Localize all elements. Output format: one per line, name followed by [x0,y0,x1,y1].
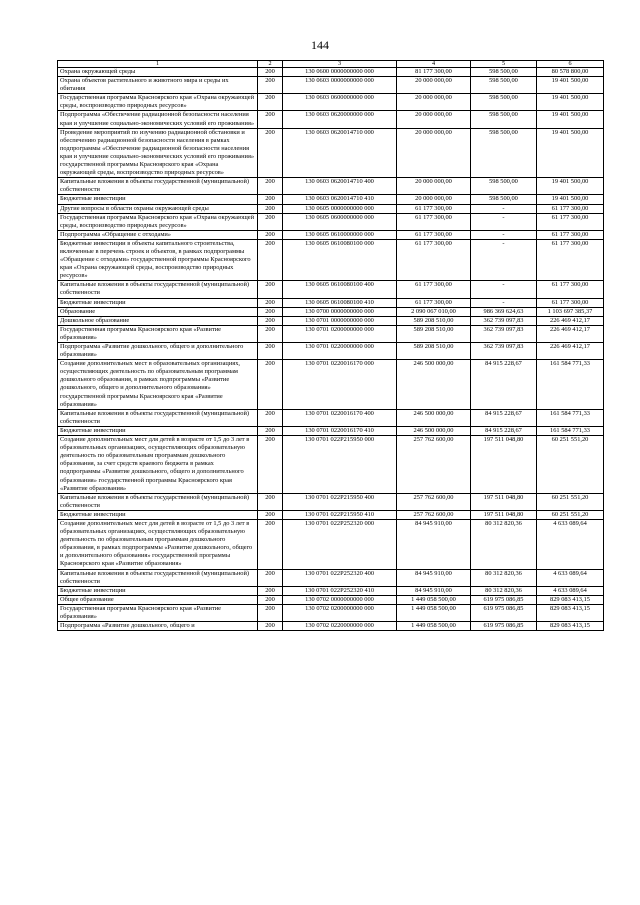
column-header: 6 [537,61,604,68]
row-classification-cell: 130 0701 022P252320 000 [283,519,397,569]
row-code-cell: 200 [258,178,283,195]
row-amount-cell: 246 500 000,00 [397,426,471,435]
row-amount-cell: 61 177 300,00 [537,230,604,239]
table-row [58,128,604,178]
table-row [58,230,604,239]
row-amount-cell: 61 177 300,00 [537,213,604,230]
row-amount-cell: 598 500,00 [471,77,537,94]
row-amount-cell: 61 177 300,00 [537,204,604,213]
row-code-cell: 200 [258,519,283,569]
table-row [58,68,604,77]
row-classification-cell: 130 0701 022P252320 410 [283,586,397,595]
row-code-cell: 200 [258,325,283,342]
row-code-cell: 200 [258,298,283,307]
row-amount-cell: 84 945 910,00 [397,586,471,595]
row-amount-cell: 598 500,00 [471,111,537,128]
row-amount-cell: 61 177 300,00 [397,204,471,213]
row-classification-cell: 130 0605 0610080100 410 [283,298,397,307]
row-amount-cell: 1 449 058 500,00 [397,595,471,604]
row-amount-cell: 1 449 058 500,00 [397,604,471,621]
row-name-cell: Создание дополнительных мест для детей в возрасте от 1,5 до 3 лет в образовательных организациях, осуществляющих образовательную деятельность по образовательным программам дошкольного образования, за счет средств краевого бюджета в рамках подпрограммы «Развитие дошкольного, общего и дополнительного образования» государственной программы Красноярского края «Развитие образования» [58,436,258,494]
row-code-cell: 200 [258,436,283,494]
row-classification-cell: 130 0701 0220000000 000 [283,343,397,360]
column-header: 1 [58,61,258,68]
table-row [58,622,604,631]
row-amount-cell: 197 511 048,80 [471,493,537,510]
row-amount-cell: 829 083 413,15 [537,595,604,604]
row-amount-cell: - [471,213,537,230]
row-amount-cell: - [471,239,537,280]
row-amount-cell: 20 000 000,00 [397,94,471,111]
row-name-cell: Другие вопросы в области охраны окружающей среды [58,204,258,213]
row-amount-cell: 84 915 228,67 [471,409,537,426]
row-amount-cell: 60 251 551,20 [537,436,604,494]
row-amount-cell: 61 177 300,00 [537,298,604,307]
row-amount-cell: 80 312 820,36 [471,569,537,586]
row-classification-cell: 130 0702 0200000000 000 [283,604,397,621]
table-row [58,213,604,230]
row-amount-cell: 161 584 771,33 [537,360,604,410]
row-amount-cell: 362 739 097,83 [471,343,537,360]
table-row [58,204,604,213]
row-classification-cell: 130 0701 022P215950 000 [283,436,397,494]
row-amount-cell: 197 511 048,80 [471,510,537,519]
row-amount-cell: 19 401 500,00 [537,111,604,128]
row-amount-cell: 161 584 771,33 [537,409,604,426]
column-header: 5 [471,61,537,68]
row-code-cell: 200 [258,622,283,631]
row-code-cell: 200 [258,604,283,621]
row-amount-cell: 4 633 089,64 [537,519,604,569]
column-header: 4 [397,61,471,68]
table-row [58,409,604,426]
table-row [58,178,604,195]
row-amount-cell: 986 369 624,63 [471,307,537,316]
row-classification-cell: 130 0702 0220000000 000 [283,622,397,631]
row-amount-cell: 80 578 800,00 [537,68,604,77]
budget-table [57,60,604,631]
row-classification-cell: 130 0603 0620014710 000 [283,128,397,178]
row-classification-cell: 130 0603 0600000000 000 [283,94,397,111]
row-name-cell: Подпрограмма «Развитие дошкольного, общего и [58,622,258,631]
table-row [58,298,604,307]
row-classification-cell: 130 0700 0000000000 000 [283,307,397,316]
row-name-cell: Создание дополнительных мест в образовательных организациях, осуществляющих деятельность по образовательным программам дошкольного образования, в рамках подпрограммы «Развитие дошкольного, общего и дополнительного образования» государственной программы Красноярского края «Развитие образования» [58,360,258,410]
row-name-cell: Образование [58,307,258,316]
row-name-cell: Проведение мероприятий по изучению радиационной обстановки и обеспечению радиационной безопасности населения в рамках подпрограммы «Обеспечение радиационной безопасности населения края и улучшение социально-экономических условий его проживания» государственной программы Красноярского края «Охрана окружающей среды, воспроизводство природных ресурсов» [58,128,258,178]
row-code-cell: 200 [258,426,283,435]
table-row [58,281,604,298]
row-name-cell: Государственная программа Красноярского края «Развитие образования» [58,325,258,342]
row-amount-cell: 246 500 000,00 [397,409,471,426]
row-amount-cell: 20 000 000,00 [397,77,471,94]
row-amount-cell: - [471,230,537,239]
row-code-cell: 200 [258,409,283,426]
table-row [58,426,604,435]
table-row [58,360,604,410]
row-code-cell: 200 [258,128,283,178]
row-name-cell: Бюджетные инвестиции [58,426,258,435]
row-classification-cell: 130 0605 0000000000 000 [283,204,397,213]
row-amount-cell: 20 000 000,00 [397,178,471,195]
row-amount-cell: 589 208 510,00 [397,343,471,360]
row-amount-cell: 4 633 089,64 [537,569,604,586]
table-row [58,569,604,586]
table-row [58,239,604,280]
row-amount-cell: 246 500 000,00 [397,360,471,410]
table-row [58,586,604,595]
row-amount-cell: 84 915 228,67 [471,426,537,435]
row-amount-cell: 598 500,00 [471,94,537,111]
row-amount-cell: 589 208 510,00 [397,325,471,342]
row-name-cell: Подпрограмма «Обращение с отходами» [58,230,258,239]
row-code-cell: 200 [258,111,283,128]
column-header: 2 [258,61,283,68]
row-classification-cell: 130 0701 022P215950 400 [283,493,397,510]
row-amount-cell: 80 312 820,36 [471,519,537,569]
row-amount-cell: - [471,281,537,298]
row-amount-cell: 1 103 697 385,37 [537,307,604,316]
row-amount-cell: 19 401 500,00 [537,178,604,195]
page-number: 144 [311,38,329,52]
row-classification-cell: 130 0605 0610080100 400 [283,281,397,298]
row-amount-cell: 61 177 300,00 [397,213,471,230]
header-row [58,61,604,68]
row-amount-cell: 619 975 086,85 [471,595,537,604]
row-amount-cell: 362 739 097,83 [471,316,537,325]
row-amount-cell: 598 500,00 [471,128,537,178]
row-code-cell: 200 [258,510,283,519]
row-amount-cell: 257 762 600,00 [397,493,471,510]
row-amount-cell: 4 633 089,64 [537,586,604,595]
row-classification-cell: 130 0701 022P252320 400 [283,569,397,586]
row-name-cell: Бюджетные инвестиции [58,298,258,307]
row-amount-cell: - [471,204,537,213]
row-code-cell: 200 [258,316,283,325]
row-amount-cell: 226 469 412,17 [537,325,604,342]
row-code-cell: 200 [258,586,283,595]
row-amount-cell: 61 177 300,00 [537,239,604,280]
table-row [58,519,604,569]
row-amount-cell: 20 000 000,00 [397,111,471,128]
row-name-cell: Создание дополнительных мест для детей в возрасте от 1,5 до 3 лет в образовательных организациях, осуществляющих образовательную деятельность по образовательным программам дошкольного образования, в рамках подпрограммы «Развитие дошкольного, общего и дополнительного образования» государственной программы Красноярского края «Развитие образования» [58,519,258,569]
row-name-cell: Бюджетные инвестиции [58,586,258,595]
row-code-cell: 200 [258,307,283,316]
row-name-cell: Бюджетные инвестиции [58,510,258,519]
row-name-cell: Подпрограмма «Обеспечение радиационной безопасности населения края и улучшение социально-экономических условий его проживания» [58,111,258,128]
row-name-cell: Общее образование [58,595,258,604]
row-amount-cell: 84 945 910,00 [397,519,471,569]
row-name-cell: Бюджетные инвестиции [58,195,258,204]
row-name-cell: Охрана объектов растительного и животного мира и среды их обитания [58,77,258,94]
table-row [58,307,604,316]
row-amount-cell: 226 469 412,17 [537,316,604,325]
row-amount-cell: 61 177 300,00 [397,230,471,239]
row-amount-cell: 598 500,00 [471,195,537,204]
row-amount-cell: 257 762 600,00 [397,436,471,494]
row-amount-cell: 80 312 820,36 [471,586,537,595]
row-amount-cell: 598 500,00 [471,178,537,195]
table-row [58,325,604,342]
table-row [58,343,604,360]
row-amount-cell: 61 177 300,00 [397,281,471,298]
row-amount-cell: 2 090 067 010,00 [397,307,471,316]
row-amount-cell: 19 401 500,00 [537,195,604,204]
table-row [58,493,604,510]
row-amount-cell: 589 208 510,00 [397,316,471,325]
row-amount-cell: 829 083 413,15 [537,622,604,631]
row-name-cell: Государственная программа Красноярского края «Охрана окружающей среды, воспроизводство природных ресурсов» [58,94,258,111]
row-amount-cell: 20 000 000,00 [397,195,471,204]
row-amount-cell: 81 177 300,00 [397,68,471,77]
row-code-cell: 200 [258,493,283,510]
row-classification-cell: 130 0603 0620000000 000 [283,111,397,128]
table-row [58,316,604,325]
row-classification-cell: 130 0701 0220016170 410 [283,426,397,435]
row-code-cell: 200 [258,239,283,280]
row-code-cell: 200 [258,77,283,94]
row-name-cell: Бюджетные инвестиции в объекты капитального строительства, включенные в перечень строек и объектов, в рамках подпрограммы «Обращение с отходами» государственной программы Красноярского края «Охрана окружающей среды, воспроизводство природных ресурсов» [58,239,258,280]
row-code-cell: 200 [258,569,283,586]
row-amount-cell: 61 177 300,00 [537,281,604,298]
row-amount-cell: 19 401 500,00 [537,77,604,94]
row-classification-cell: 130 0605 0610000000 000 [283,230,397,239]
row-amount-cell: 257 762 600,00 [397,510,471,519]
row-classification-cell: 130 0603 0000000000 000 [283,77,397,94]
row-classification-cell: 130 0702 0000000000 000 [283,595,397,604]
row-name-cell: Подпрограмма «Развитие дошкольного, общего и дополнительного образования» [58,343,258,360]
row-classification-cell: 130 0605 0600000000 000 [283,213,397,230]
table-row [58,510,604,519]
row-amount-cell: 60 251 551,20 [537,493,604,510]
row-amount-cell: 161 584 771,33 [537,426,604,435]
column-header: 3 [283,61,397,68]
row-amount-cell: 60 251 551,20 [537,510,604,519]
row-name-cell: Государственная программа Красноярского края «Развитие образования» [58,604,258,621]
row-code-cell: 200 [258,204,283,213]
row-code-cell: 200 [258,281,283,298]
row-amount-cell: 619 975 086,85 [471,622,537,631]
row-amount-cell: - [471,298,537,307]
row-amount-cell: 84 945 910,00 [397,569,471,586]
table-row [58,94,604,111]
table-row [58,604,604,621]
row-classification-cell: 130 0701 0200000000 000 [283,325,397,342]
row-classification-cell: 130 0701 0220016170 400 [283,409,397,426]
row-code-cell: 200 [258,595,283,604]
row-classification-cell: 130 0603 0620014710 410 [283,195,397,204]
table-body [58,68,604,631]
row-amount-cell: 226 469 412,17 [537,343,604,360]
row-name-cell: Капитальные вложения в объекты государственной (муниципальной) собственности [58,493,258,510]
row-classification-cell: 130 0701 0220016170 000 [283,360,397,410]
row-amount-cell: 19 401 500,00 [537,128,604,178]
table-row [58,77,604,94]
row-amount-cell: 598 500,00 [471,68,537,77]
row-amount-cell: 829 083 413,15 [537,604,604,621]
row-amount-cell: 19 401 500,00 [537,94,604,111]
row-name-cell: Капитальные вложения в объекты государственной (муниципальной) собственности [58,178,258,195]
row-amount-cell: 619 975 086,85 [471,604,537,621]
row-name-cell: Дошкольное образование [58,316,258,325]
row-name-cell: Капитальные вложения в объекты государственной (муниципальной) собственности [58,409,258,426]
row-code-cell: 200 [258,343,283,360]
row-code-cell: 200 [258,360,283,410]
row-name-cell: Государственная программа Красноярского края «Охрана окружающей среды, воспроизводство природных ресурсов» [58,213,258,230]
table-row [58,195,604,204]
row-amount-cell: 84 915 228,67 [471,360,537,410]
row-name-cell: Охрана окружающей среды [58,68,258,77]
table-row [58,595,604,604]
table-row [58,111,604,128]
row-classification-cell: 130 0600 0000000000 000 [283,68,397,77]
row-classification-cell: 130 0701 022P215950 410 [283,510,397,519]
row-code-cell: 200 [258,68,283,77]
row-code-cell: 200 [258,94,283,111]
row-amount-cell: 1 449 058 500,00 [397,622,471,631]
row-classification-cell: 130 0701 0000000000 000 [283,316,397,325]
row-name-cell: Капитальные вложения в объекты государственной (муниципальной) собственности [58,569,258,586]
row-amount-cell: 61 177 300,00 [397,298,471,307]
row-amount-cell: 20 000 000,00 [397,128,471,178]
row-code-cell: 200 [258,230,283,239]
row-amount-cell: 61 177 300,00 [397,239,471,280]
row-classification-cell: 130 0603 0620014710 400 [283,178,397,195]
row-code-cell: 200 [258,195,283,204]
row-code-cell: 200 [258,213,283,230]
row-amount-cell: 197 511 048,80 [471,436,537,494]
row-amount-cell: 362 739 097,83 [471,325,537,342]
table-row [58,436,604,494]
row-name-cell: Капитальные вложения в объекты государственной (муниципальной) собственности [58,281,258,298]
row-classification-cell: 130 0605 0610080100 000 [283,239,397,280]
